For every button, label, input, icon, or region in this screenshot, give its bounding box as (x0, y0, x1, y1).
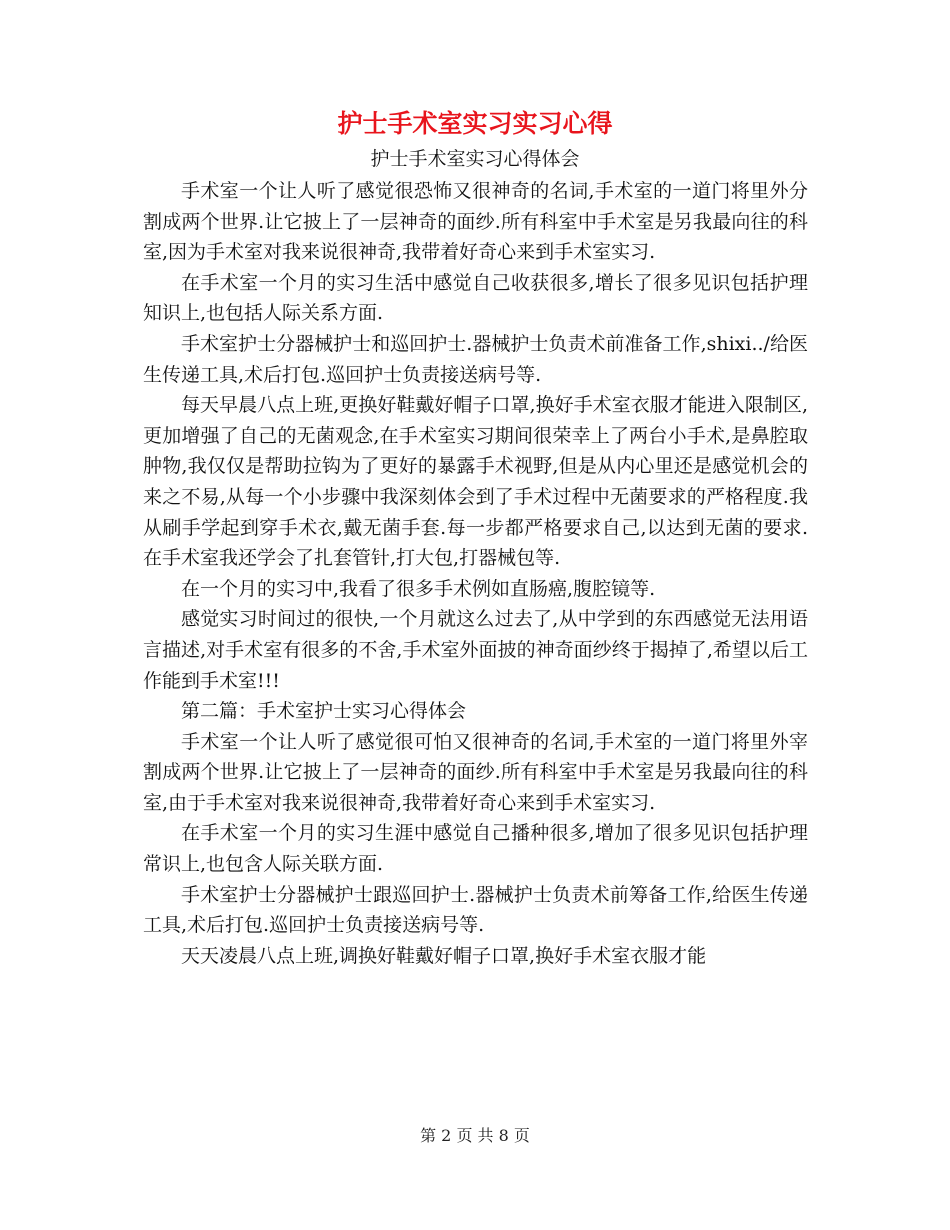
paragraph: 每天早晨八点上班,更换好鞋戴好帽子口罩,换好手术室衣服才能进入限制区,更加增强了自己的无菌观念,在手术室实习期间很荣幸上了两台小手术,是鼻腔取肿物,我仅仅是帮助拉钩为了更好的暴露手术视野,但是从内心里还是感觉机会的来之不易,从每一个小步骤中我深刻体会到了手术过程中无菌要求的严格程度.我从刷手学起到穿手术衣,戴无菌手套.每一步都严格要求自己,以达到无菌的要求.在手术室我还学会了扎套管针,打大包,打器械包等. (143, 394, 808, 570)
paragraph: 手术室一个让人听了感觉很可怕又很神奇的名词,手术室的一道门将里外宰割成两个世界.让它披上了一层神奇的面纱.所有科室中手术室是另我最向往的科室,由于手术室对我来说很神奇,我带着好奇心来到手术室实习. (143, 730, 808, 814)
paragraph: 手术室护士分器械护士跟巡回护士.器械护士负责术前筹备工作,给医生传递工具,术后打包.巡回护士负责接送病号等. (143, 883, 808, 937)
paragraph: 在手术室一个月的实习生涯中感觉自己播种很多,增加了很多见识包括护理常识上,也包含人际关联方面. (143, 822, 808, 876)
paragraph: 手术室护士分器械护士和巡回护士.器械护士负责术前准备工作,shixi../给医生传递工具,术后打包.巡回护士负责接送病号等. (143, 332, 808, 386)
paragraph: 在手术室一个月的实习生活中感觉自己收获很多,增长了很多见识包括护理知识上,也包括人际关系方面. (143, 271, 808, 325)
section-heading: 第二篇：手术室护士实习心得体会 (181, 700, 467, 723)
paragraph: 手术室一个让人听了感觉很恐怖又很神奇的名词,手术室的一道门将里外分割成两个世界.让它披上了一层神奇的面纱.所有科室中手术室是另我最向往的科室,因为手术室对我来说很神奇,我带着好奇心来到手术室实习. (143, 180, 808, 264)
paragraph: 感觉实习时间过的很快,一个月就这么过去了,从中学到的东西感觉无法用语言描述,对手术室有很多的不舍,手术室外面披的神奇面纱终于揭掉了,希望以后工作能到手术室!!! (143, 608, 808, 692)
document-title: 护士手术室实习实习心得 (337, 109, 613, 138)
document-body (143, 176, 808, 971)
paragraph: 在一个月的实习中,我看了很多手术例如直肠癌,腹腔镜等. (181, 577, 656, 600)
paragraph: 天天凌晨八点上班,调换好鞋戴好帽子口罩,换好手术室衣服才能 (181, 944, 707, 967)
page-number-footer: 第 2 页 共 8 页 (420, 1126, 530, 1145)
document-subtitle: 护士手术室实习心得体会 (370, 148, 580, 170)
